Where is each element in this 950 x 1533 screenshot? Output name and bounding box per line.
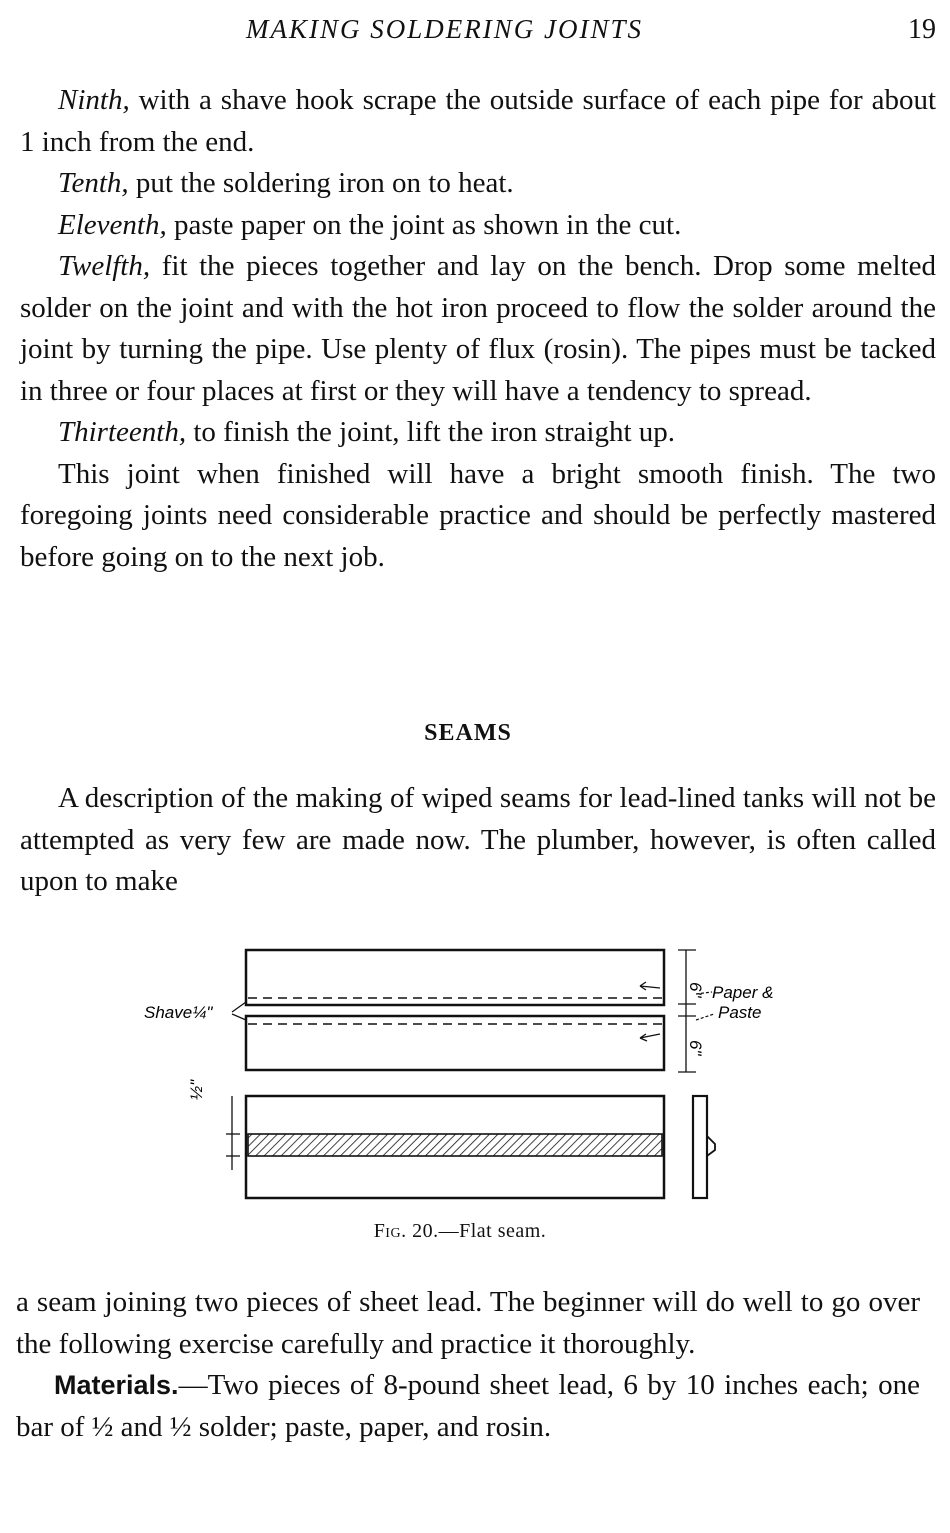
caption-text: —Flat seam. [438, 1220, 547, 1242]
paper-label: Paper & [712, 983, 774, 1002]
step-text: fit the pieces together and lay on the bench. Drop some melted solder on the joint and with the hot iron proceed to flow the solder around the joint by turning the pipe. Use plenty of flux (rosin). The pipes must be tacked in three or four places at first or they will have a tendency to spread. [20, 250, 936, 407]
paste-label: Paste [718, 1003, 762, 1022]
dim-top-label: 6" [686, 982, 705, 998]
figure-caption [140, 1220, 780, 1243]
step-label: Eleventh, [58, 208, 167, 241]
section-intro-block [20, 778, 936, 903]
section-continuation: a seam joining two pieces of sheet lead. The beginner will do well to go over the following exercise carefully and practice it thoroughly. [16, 1286, 920, 1360]
step-ninth [20, 80, 936, 163]
step-text: put the soldering iron on to heat. [128, 167, 514, 199]
page-number: 19 [908, 14, 936, 45]
shave-label: Shave¼" [144, 1003, 213, 1022]
section-intro: A description of the making of wiped seams for lead-lined tanks will not be attempted as very few are made now. The plumber, however, is often called upon to make [20, 782, 936, 897]
step-thirteenth [20, 412, 936, 454]
top-lead-sheet [246, 950, 664, 1005]
dim-half-label: ½" [187, 1079, 206, 1100]
materials-paragraph [16, 1365, 920, 1448]
flat-seam-diagram [140, 940, 820, 1220]
page-header [0, 14, 950, 48]
dim-bottom-label: 6" [686, 1040, 705, 1056]
step-label: Twelfth, [58, 250, 151, 282]
step-text: with a shave hook scrape the outside surface of each pipe for about 1 inch from the end. [20, 84, 936, 158]
closing-paragraph: This joint when finished will have a bright smooth finish. The two foregoing joints need considerable practice and should be perfectly mastered before going on to the next job. [20, 457, 936, 573]
caption-prefix: Fig. 20. [373, 1220, 439, 1242]
step-label: Thirteenth, [58, 416, 187, 448]
solder-seam [248, 1134, 662, 1156]
continuation-block [16, 1282, 920, 1448]
step-eleventh [20, 205, 936, 247]
figure-flat-seam [140, 940, 820, 1252]
materials-text: —Two pieces of 8-pound sheet lead, 6 by 10 inches each; one bar of ½ and ½ solder; paste, paper, and rosin. [16, 1369, 920, 1443]
step-label: Ninth, [58, 84, 130, 116]
step-text: to finish the joint, lift the iron straight up. [186, 416, 676, 448]
steps-text [20, 80, 936, 578]
running-title: MAKING SOLDERING JOINTS [246, 14, 643, 44]
step-text: paste paper on the joint as shown in the cut. [166, 208, 682, 241]
materials-label: Materials. [54, 1370, 179, 1400]
step-label: Tenth, [58, 167, 129, 199]
section-heading: SEAMS [424, 720, 512, 746]
step-tenth [20, 163, 936, 205]
step-twelfth [20, 246, 936, 412]
side-view [693, 1096, 707, 1198]
